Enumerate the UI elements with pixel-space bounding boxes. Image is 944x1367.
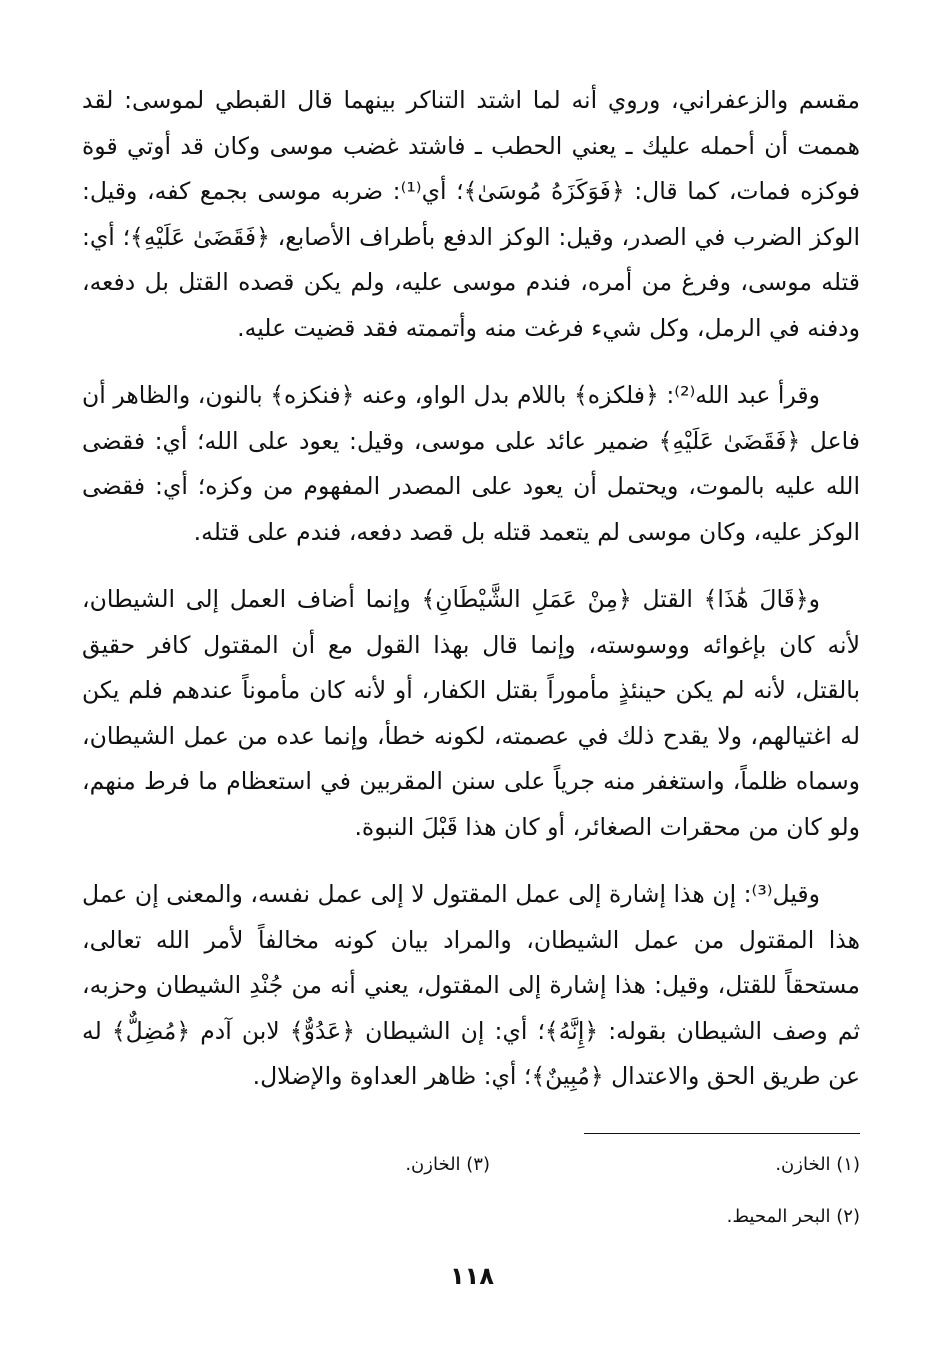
footnote-2: (٢) البحر المحيط. [726, 1206, 860, 1227]
paragraph-2: وقرأ عبد الله⁽²⁾: ﴿فلكزه﴾ باللام بدل الواو، وعنه ﴿فنكزه﴾ بالنون، والظاهر أن فاعل ﴿فَقَضَىٰ عَلَيْهِ﴾ ضمير عائد على موسى، وقيل: يعود على الله؛ أي: فقضى الله عليه بالموت، ويحتمل أن يعود على المصدر المفهوم من وكزه؛ أي: فقضى الوكز عليه، وكان موسى لم يتعمد قتله بل قصد دفعه، فندم على قتله. [82, 381, 860, 546]
footnote-3: (٣) الخازن. [405, 1154, 490, 1175]
paragraph-1: مقسم والزعفراني، وروي أنه لما اشتد التناكر بينهما قال القبطي لموسى: لقد هممت أن أحمله عليك ـ يعني الحطب ـ فاشتد غضب موسى وكان قد أوتي قوة فوكزه فمات، كما قال: ﴿فَوَكَزَهُ مُوسَىٰ﴾؛ أي⁽¹⁾: ضربه موسى بجمع كفه، وقيل: الوكز الضرب في الصدر، وقيل: الوكز الدفع بأطراف الأصابع، ﴿فَقَضَىٰ عَلَيْهِ﴾؛ أي: قتله موسى، وفرغ من أمره، فندم موسى عليه، ولم يكن قصده القتل بل دفعه، ودفنه في الرمل، وكل شيء فرغت منه وأتممته فقد قضيت عليه. [82, 86, 860, 342]
paragraph-4: وقيل⁽³⁾: إن هذا إشارة إلى عمل المقتول لا إلى عمل نفسه، والمعنى إن عمل هذا المقتول من عمل الشيطان، والمراد بيان كونه مخالفاً لأمر الله تعالى، مستحقاً للقتل، وقيل: هذا إشارة إلى المقتول، يعني أنه من جُنْدِ الشيطان وحزبه، ثم وصف الشيطان بقوله: ﴿إِنَّهُ﴾؛ أي: إن الشيطان ﴿عَدُوٌّ﴾ لابن آدم ﴿مُضِلٌّ﴾ له عن طريق الحق والاعتدال ﴿مُبِينٌ﴾؛ أي: ظاهر العداوة والإضلال. [82, 880, 860, 1090]
footnote-1: (١) الخازن. [775, 1154, 860, 1175]
footnote-divider [584, 1133, 860, 1134]
footnote-row-1 [82, 1150, 860, 1180]
page-body [82, 78, 860, 1122]
footnotes [82, 1150, 860, 1254]
footnote-row-2 [82, 1202, 860, 1232]
page-number: ١١٨ [450, 1262, 494, 1290]
paragraph-3: و﴿قَالَ هَٰذَا﴾ القتل ﴿مِنْ عَمَلِ الشَّيْطَانِ﴾ وإنما أضاف العمل إلى الشيطان، لأنه كان بإغوائه ووسوسته، وإنما قال بهذا القول مع أن المقتول كافر حقيق بالقتل، لأنه لم يكن حينئذٍ مأموراً بقتل الكفار، أو لأنه كان مأموناً عندهم فلم يكن له اغتيالهم، ولا يقدح ذلك في عصمته، لكونه خطأ، وإنما عده من عمل الشيطان، وسماه ظلماً، واستغفر منه جرياً على سنن المقربين في استعظام ما فرط منهم، ولو كان من محقرات الصغائر، أو كان هذا قَبْلَ النبوة. [82, 585, 860, 841]
